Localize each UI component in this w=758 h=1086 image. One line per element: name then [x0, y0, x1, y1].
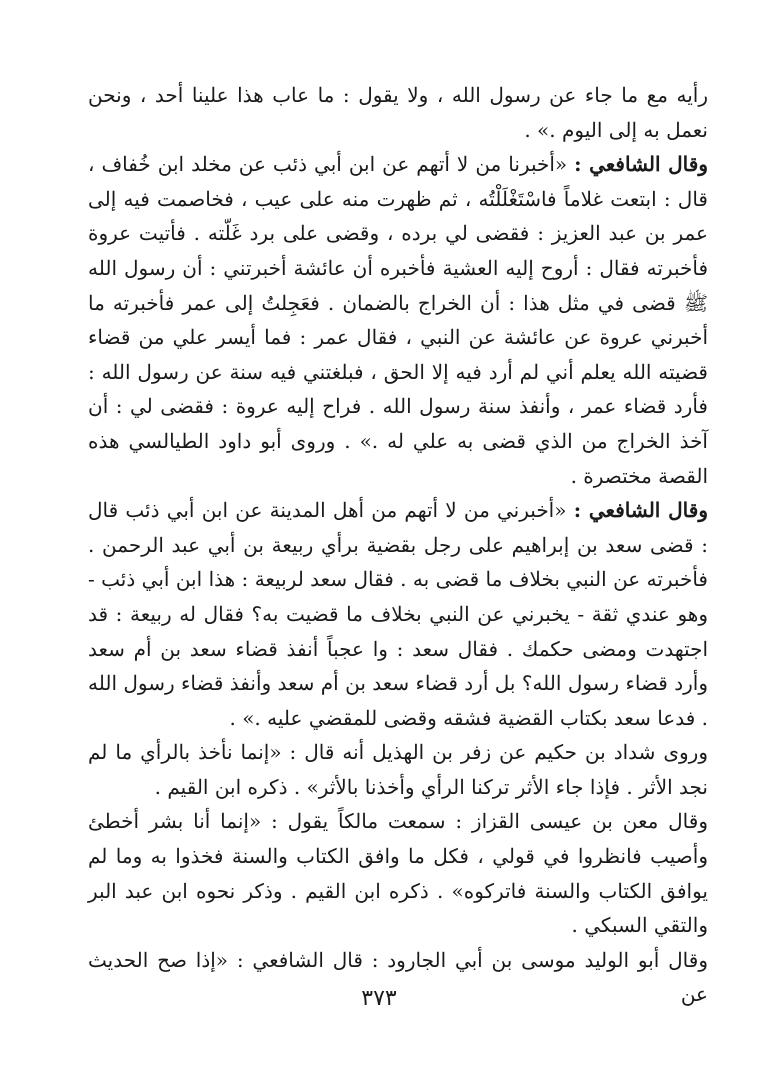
paragraph-lead: وقال الشافعي : — [573, 498, 708, 523]
paragraph-2 — [88, 147, 708, 493]
page-number: ٣٧٣ — [361, 986, 397, 1011]
page-body-text — [88, 78, 708, 1012]
paragraph-1 — [88, 78, 708, 147]
paragraph-lead: وقال الشافعي : — [574, 152, 708, 177]
paragraph-text: وروى شداد بن حكيم عن زفر بن الهذيل أنه قال : «إنما نأخذ بالرأي ما لم نجد الأثر . فإذا جاء الأثر تركنا الرأي وأخذنا بالأثر» . ذكره ابن القيم . — [88, 740, 708, 799]
paragraph-3 — [88, 493, 708, 735]
paragraph-text: «أخبرنا من لا أتهم عن ابن أبي ذئب عن مخلد ابن خُفاف ، قال : ابتعت غلاماً فاسْتَغْلَلْتُه ، ثم ظهرت منه على عيب ، فخاصمت فيه إلى عمر بن عبد العزيز : فقضى لي برده ، وقضى على برد غَلّته . فأتيت عروة فأخبرته فقال : أروح إليه العشية فأخبره أن عائشة أخبرتني : أن رسول الله ﷺ قضى في مثل هذا : أن الخراج بالضمان . فعَجِلتُ إلى عمر فأخبرته ما أخبرني عروة عن عائشة عن النبي ، فقال عمر : فما أيسر علي من قضاء قضيته الله يعلم أني لم أرد فيه إلا الحق ، فبلغتني فيه سنة عن رسول الله : فأرد قضاء عمر ، وأنفذ سنة رسول الله . فراح إليه عروة : فقضى لي : أن آخذ الخراج من الذي قضى به علي له .» . وروى أبو داود الطيالسي هذه القصة مختصرة . — [88, 152, 708, 488]
paragraph-text: «أخبرني من لا أتهم من أهل المدينة عن ابن أبي ذئب قال : قضى سعد بن إبراهيم على رجل بقضية برأي ربيعة بن أبي عبد الرحمن . فأخبرته عن النبي بخلاف ما قضى به . فقال سعد لربيعة : هذا ابن أبي ذئب - وهو عندي ثقة - يخبرني عن النبي بخلاف ما قضيت به؟ فقال له ربيعة : قد اجتهدت ومضى حكمك . فقال سعد : وا عجباً أنفذ قضاء سعد بن أم سعد وأرد قضاء رسول الله؟ بل أرد قضاء سعد بن أم سعد وأنفذ قضاء رسول الله . فدعا سعد بكتاب القضية فشقه وقضى للمقضي عليه .» . — [88, 498, 708, 730]
paragraph-text: وقال معن بن عيسى القزاز : سمعت مالكاً يقول : «إنما أنا بشر أخطئ وأصيب فانظروا في قولي ، فكل ما وافق الكتاب والسنة فخذوا به وما لم يوافق الكتاب والسنة فاتركوه» . ذكره ابن القيم . وذكر نحوه ابن عبد البر والتقي السبكي . — [88, 809, 708, 938]
paragraph-4 — [88, 735, 708, 804]
paragraph-5 — [88, 804, 708, 942]
paragraph-text: رأيه مع ما جاء عن رسول الله ، ولا يقول : ما عاب هذا علينا أحد ، ونحن نعمل به إلى اليوم .» . — [88, 83, 708, 142]
paragraph-text: وقال أبو الوليد موسى بن أبي الجارود : قال الشافعي : «إذا صح الحديث عن — [88, 947, 708, 1007]
